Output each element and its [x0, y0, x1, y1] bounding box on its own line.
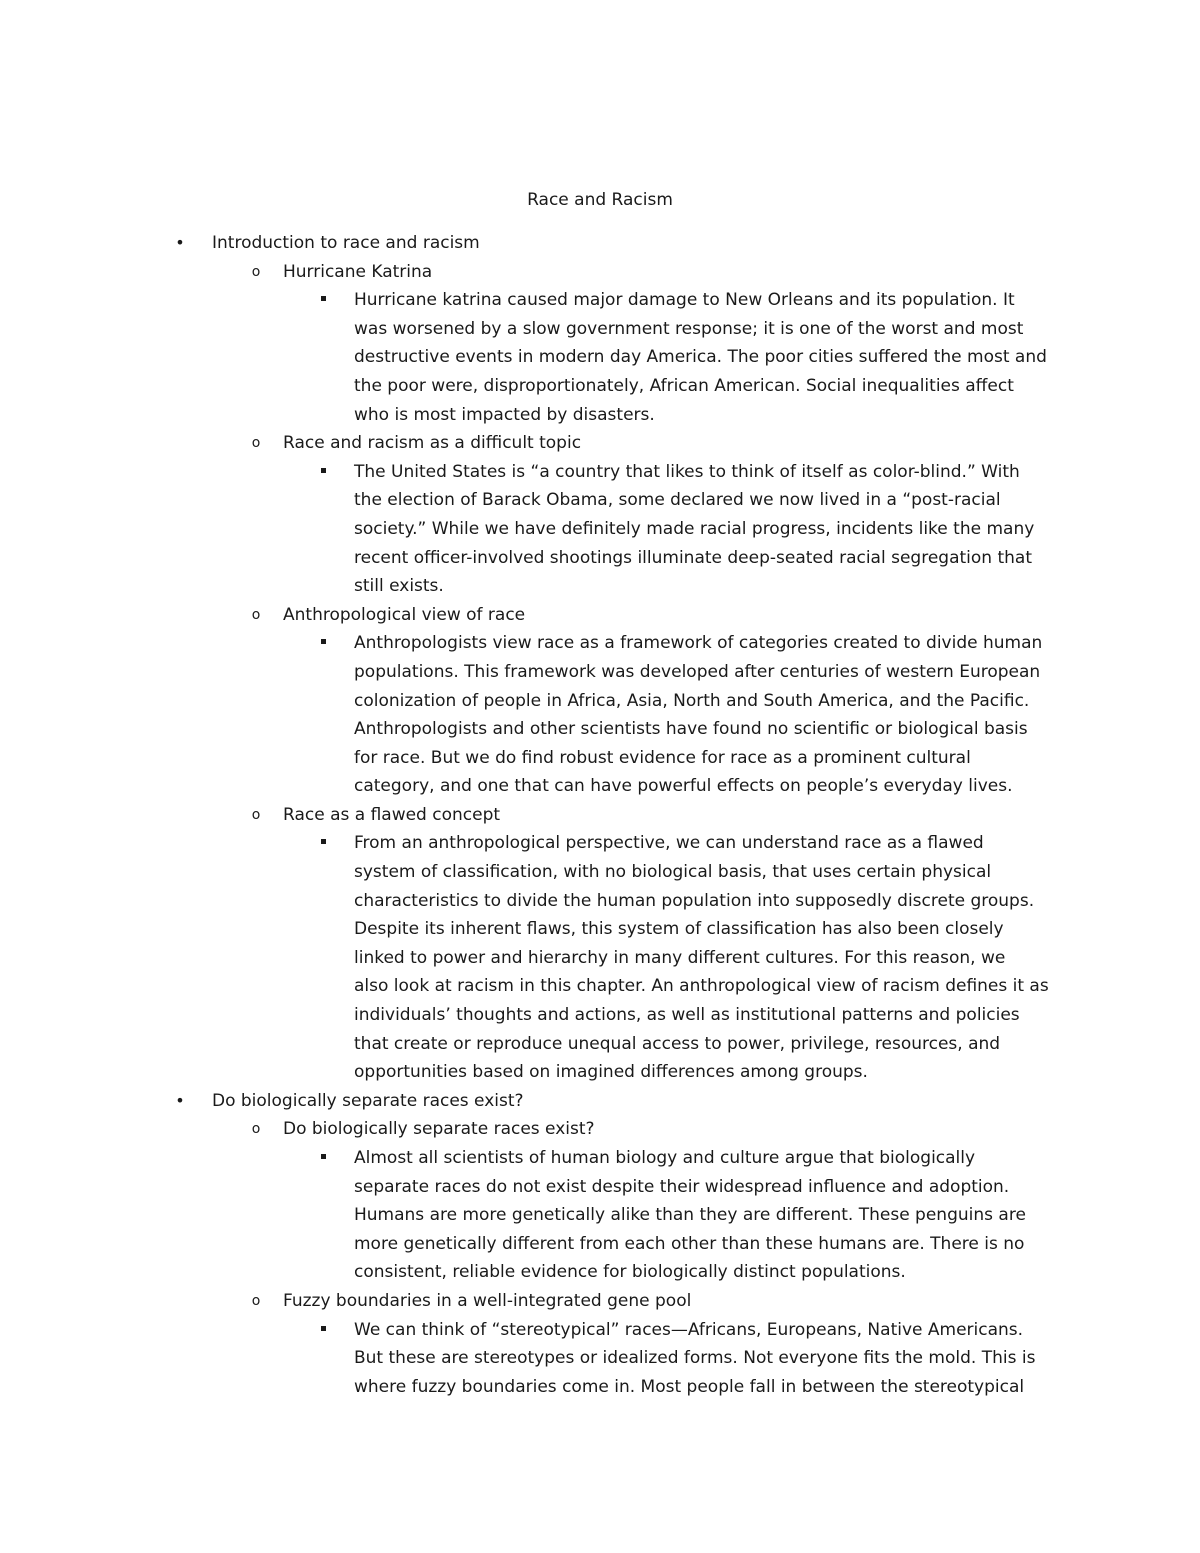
paragraph-line: was worsened by a slow government response; it is one of the worst and most [354, 318, 1024, 339]
bullet-circle-icon: o [251, 1292, 261, 1309]
bullet-square-icon [315, 629, 331, 658]
paragraph-line: opportunities based on imagined differences among groups. [354, 1062, 868, 1083]
paragraph-line: But these are stereotypes or idealized forms. Not everyone fits the mold. This is [354, 1348, 1036, 1369]
bullet-circle-icon: o [251, 606, 261, 623]
paragraph-line: for race. But we do find robust evidence for race as a prominent cultural [354, 747, 971, 768]
outline [0, 229, 1200, 1401]
paragraph-line: consistent, reliable evidence for biologically distinct populations. [354, 1262, 906, 1283]
paragraph-line: We can think of “stereotypical” races—Africans, Europeans, Native Americans. [354, 1319, 1024, 1340]
paragraph-line: that create or reproduce unequal access to power, privilege, resources, and [354, 1033, 1001, 1054]
document-title: Race and Racism [527, 190, 673, 210]
section-heading [0, 1087, 1200, 1116]
paragraph-line: the election of Barack Obama, some declared we now lived in a “post-racial [354, 490, 1001, 511]
bullet-square-icon [315, 286, 331, 315]
paragraph-line: Humans are more genetically alike than they are different. These penguins are [354, 1205, 1026, 1226]
paragraph-line: separate races do not exist despite their widespread influence and adoption. [354, 1176, 1010, 1197]
bullet-circle-icon: o [251, 1121, 261, 1138]
subsection-heading [0, 601, 1200, 630]
paragraph [0, 1316, 1200, 1402]
paragraph-line: destructive events in modern day America. The poor cities suffered the most and [354, 347, 1047, 368]
paragraph [0, 286, 1200, 429]
paragraph-line: who is most impacted by disasters. [354, 404, 655, 425]
subsection-heading-text: Race and racism as a difficult topic [283, 433, 582, 454]
paragraph-line: also look at racism in this chapter. An anthropological view of racism defines it as [354, 976, 1049, 997]
subsection-heading [0, 1115, 1200, 1144]
bullet-circle-icon: o [251, 435, 261, 452]
section-heading [0, 229, 1200, 258]
paragraph-line: Almost all scientists of human biology and culture argue that biologically [354, 1148, 976, 1168]
subsection-heading-text: Hurricane Katrina [283, 261, 433, 282]
paragraph-line: system of classification, with no biological basis, that uses certain physical [354, 862, 992, 883]
subsection-heading-text: Anthropological view of race [283, 604, 526, 625]
paragraph-line: colonization of people in Africa, Asia, North and South America, and the Pacific. [354, 690, 1030, 711]
section-heading-text: Introduction to race and racism [212, 233, 480, 253]
paragraph-line: where fuzzy boundaries come in. Most people fall in between the stereotypical [354, 1376, 1025, 1397]
paragraph-line: still exists. [354, 576, 444, 597]
paragraph-line: The United States is “a country that likes to think of itself as color-blind.” With [354, 461, 1020, 482]
paragraph [0, 458, 1200, 601]
bullet-circle-icon: o [251, 806, 261, 823]
subsection-heading-text: Race as a flawed concept [283, 804, 501, 825]
bullet-disc-icon: • [175, 233, 185, 252]
bullet-square-icon [315, 1144, 331, 1173]
paragraph-line: From an anthropological perspective, we can understand race as a flawed [354, 833, 984, 854]
paragraph-line: society.” While we have definitely made racial progress, incidents like the many [354, 518, 1035, 539]
subsection-heading [0, 258, 1200, 287]
subsection-heading [0, 1287, 1200, 1316]
bullet-square-icon [315, 458, 331, 487]
paragraph-line: Anthropologists view race as a framework of categories created to divide human [354, 633, 1043, 654]
paragraph-line: more genetically different from each other than these humans are. There is no [354, 1233, 1025, 1254]
paragraph-line: category, and one that can have powerful effects on people’s everyday lives. [354, 776, 1013, 797]
subsection-heading [0, 801, 1200, 830]
section-heading-text: Do biologically separate races exist? [212, 1090, 524, 1111]
paragraph-line: populations. This framework was developed after centuries of western European [354, 661, 1041, 682]
subsection-heading [0, 429, 1200, 458]
paragraph-line: recent officer-involved shootings illuminate deep-seated racial segregation that [354, 547, 1032, 568]
bullet-square-icon [315, 1316, 331, 1345]
bullet-square-icon [315, 829, 331, 858]
paragraph-line: linked to power and hierarchy in many different cultures. For this reason, we [354, 947, 1006, 968]
subsection-heading-text: Do biologically separate races exist? [283, 1119, 595, 1140]
paragraph [0, 1144, 1200, 1287]
bullet-disc-icon: • [175, 1090, 185, 1110]
paragraph-line: individuals’ thoughts and actions, as well as institutional patterns and policies [354, 1005, 1020, 1026]
paragraph-line: Anthropologists and other scientists have found no scientific or biological basis [354, 719, 1028, 740]
paragraph-line: characteristics to divide the human population into supposedly discrete groups. [354, 890, 1035, 911]
paragraph [0, 629, 1200, 801]
subsection-heading-text: Fuzzy boundaries in a well-integrated gene pool [283, 1290, 692, 1311]
paragraph-line: Hurricane katrina caused major damage to New Orleans and its population. It [354, 290, 1015, 311]
paragraph [0, 829, 1200, 1086]
paragraph-line: Despite its inherent flaws, this system of classification has also been closely [354, 919, 1004, 940]
bullet-circle-icon: o [251, 263, 261, 280]
paragraph-line: the poor were, disproportionately, African American. Social inequalities affect [354, 375, 1014, 396]
